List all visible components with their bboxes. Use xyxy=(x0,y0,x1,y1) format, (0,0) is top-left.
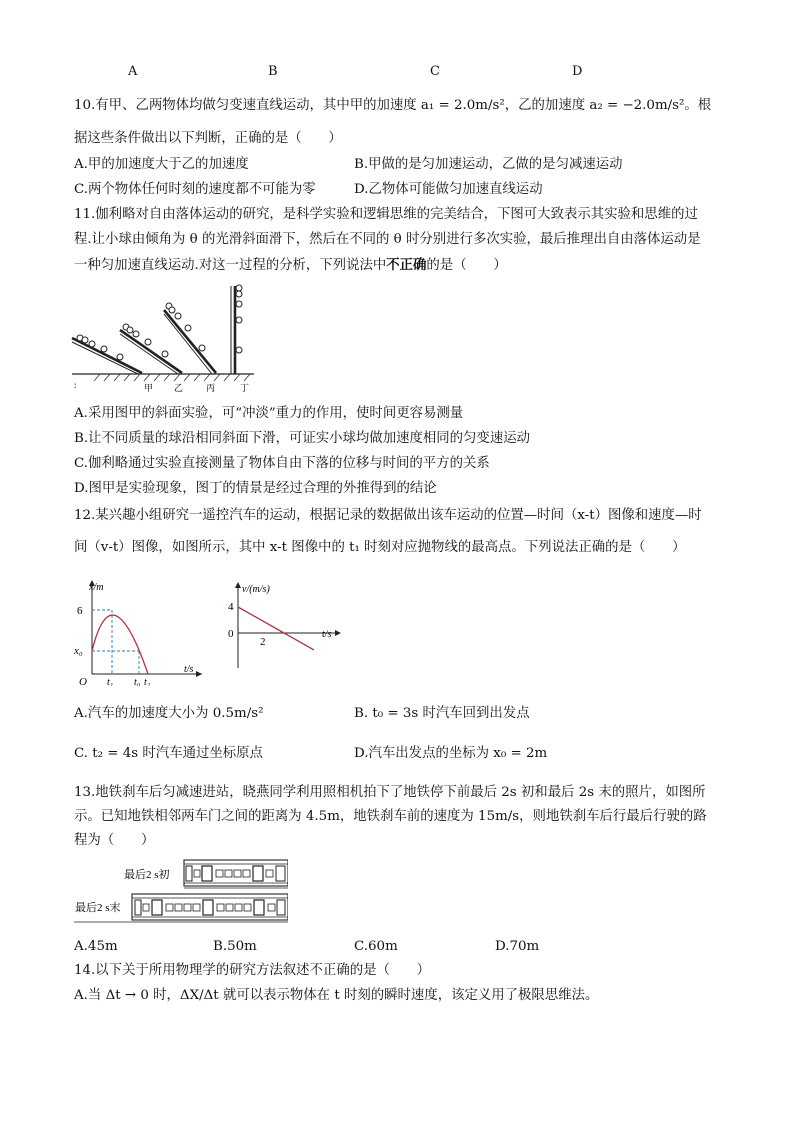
xt-xtick-t1: t₁ xyxy=(107,677,114,686)
vertical-ding xyxy=(231,285,242,374)
vt-xlabel: t/s xyxy=(322,629,332,640)
q13-option-d: D.70m xyxy=(495,939,540,954)
q12-stem-line1: 12.某兴趣小组研究一遥控汽车的运动，根据记录的数据做出该车运动的位置—时间（x-t）图像和速度—时 xyxy=(74,508,702,523)
q11-option-c: C.伽利略通过实验直接测量了物体自由下落的位移与时间的平方的关系 xyxy=(74,456,490,471)
q12-stem-line2: 间（v-t）图像，如图所示，其中 x-t 图像中的 t₁ 时刻对应抛物线的最高点。下列说法正确的是（ ） xyxy=(74,540,686,555)
q11-stem-line3-pre: 一种匀加速直线运动.对这一过程的分析，下列说法中 xyxy=(74,258,387,273)
top-label-c: C xyxy=(430,64,440,79)
xt-x-arrow xyxy=(196,671,202,677)
vt-y-arrow xyxy=(235,582,241,588)
q10-option-d: D.乙物体可能做匀加速直线运动 xyxy=(354,182,543,197)
top-label-d: D xyxy=(572,64,583,79)
vt-x-arrow xyxy=(335,630,341,636)
incline-bing xyxy=(164,303,216,374)
svg-text::: : xyxy=(74,380,77,390)
galileo-incline-figure xyxy=(70,282,260,394)
xt-origin: O xyxy=(79,676,87,686)
q10-stem-line2: 据这些条件做出以下判断，正确的是（ ） xyxy=(74,131,342,146)
q14-stem-line1: 14.以下关于所用物理学的研究方法叙述不正确的是（ ） xyxy=(74,963,431,978)
q11-stem-line2: 程.让小球由倾角为 θ 的光滑斜面滑下，然后在不同的 θ 时分别进行多次实验，最后推理出自由落体运动是 xyxy=(74,232,701,247)
top-label-b: B xyxy=(268,64,278,79)
subway-photos-figure xyxy=(72,856,288,926)
q11-stem-line3 xyxy=(74,255,507,276)
top-label-a: A xyxy=(128,64,138,79)
q12-option-a: A.汽车的加速度大小为 0.5m/s² xyxy=(74,706,264,721)
figure-label-bing: 丙 xyxy=(206,383,216,393)
xt-chart xyxy=(72,574,212,686)
vt-line xyxy=(238,607,314,650)
xt-xlabel: t/s xyxy=(184,664,194,675)
ground-hatching xyxy=(94,374,250,381)
q11-option-a: A.采用图甲的斜面实验，可“冲淡”重力的作用，使时间更容易测量 xyxy=(74,406,464,421)
q11-option-b: B.让不同质量的球沿相同斜面下滑，可证实小球均做加速度相同的匀变速运动 xyxy=(74,431,530,446)
q11-option-d: D.图甲是实验现象，图丁的情景是经过合理的外推得到的结论 xyxy=(74,481,437,496)
q12-option-b: B. t₀ = 3s 时汽车回到出发点 xyxy=(354,706,530,721)
figure-label-yi: 乙 xyxy=(174,383,184,393)
q10-option-c: C.两个物体任何时刻的速度都不可能为零 xyxy=(74,182,316,197)
q13-option-c: C.60m xyxy=(354,939,398,954)
photo-label-end: 最后2 s末 xyxy=(75,902,121,914)
q11-stem-line3-bold: 不正确 xyxy=(386,257,427,273)
vt-ylabel: v/(m/s) xyxy=(242,584,270,595)
xt-parabola xyxy=(92,615,148,674)
q11-stem-line1: 11.伽利略对自由落体运动的研究，是科学实验和逻辑思维的完美结合，下图可大致表示其实验和思维的过 xyxy=(74,207,698,222)
xt-xtick-t0: t₀ xyxy=(134,677,141,686)
q10-option-a: A.甲的加速度大于乙的加速度 xyxy=(74,157,249,172)
vt-series-group xyxy=(238,607,314,650)
incline-jia xyxy=(72,335,142,374)
q10-stem-line1: 10.有甲、乙两物体均做匀变速直线运动，其中甲的加速度 a₁ = 2.0m/s²，乙的加速度 a₂ = −2.0m/s²。根 xyxy=(74,98,712,113)
q12-option-d: D.汽车出发点的坐标为 x₀ = 2m xyxy=(354,746,548,761)
figure-label-ding: 丁 xyxy=(240,383,250,393)
q14-option-a: A.当 Δt → 0 时，ΔX/Δt 就可以表示物体在 t 时刻的瞬时速度，该定义用了极限思维法。 xyxy=(74,988,599,1003)
xt-ytick-x0: x₀ xyxy=(74,645,83,657)
q13-option-b: B.50m xyxy=(213,939,257,954)
train-top xyxy=(184,860,288,888)
q10-option-b: B.甲做的是匀加速运动，乙做的是匀减速运动 xyxy=(354,157,623,172)
q11-stem-line3-post: 的是（ ） xyxy=(426,258,507,273)
q13-stem-line2: 示。已知地铁相邻两车门之间的距离为 4.5m，地铁刹车前的速度为 15m/s，则地铁刹车后行最后行驶的路 xyxy=(74,809,707,824)
xt-ytick-6: 6 xyxy=(77,605,83,617)
q13-stem-line1: 13.地铁刹车后匀减速进站，晓燕同学利用照相机拍下了地铁停下前最后 2s 初和最后 2s 末的照片，如图所 xyxy=(74,785,706,800)
vt-xtick-2: 2 xyxy=(260,636,266,648)
q13-option-a: A.45m xyxy=(74,939,118,954)
figure-label-jia: 甲 xyxy=(144,383,154,393)
photo-label-start: 最后2 s初 xyxy=(124,869,170,881)
q12-option-c: C. t₂ = 4s 时汽车通过坐标原点 xyxy=(74,746,263,761)
vt-ytick-0: 0 xyxy=(228,628,234,640)
vt-chart xyxy=(222,580,352,672)
q13-stem-line3: 程为（ ） xyxy=(74,833,155,848)
xt-xtick-t2: t₂ xyxy=(144,677,151,686)
xt-ylabel: x/m xyxy=(89,582,104,593)
vt-ytick-4: 4 xyxy=(228,601,234,613)
